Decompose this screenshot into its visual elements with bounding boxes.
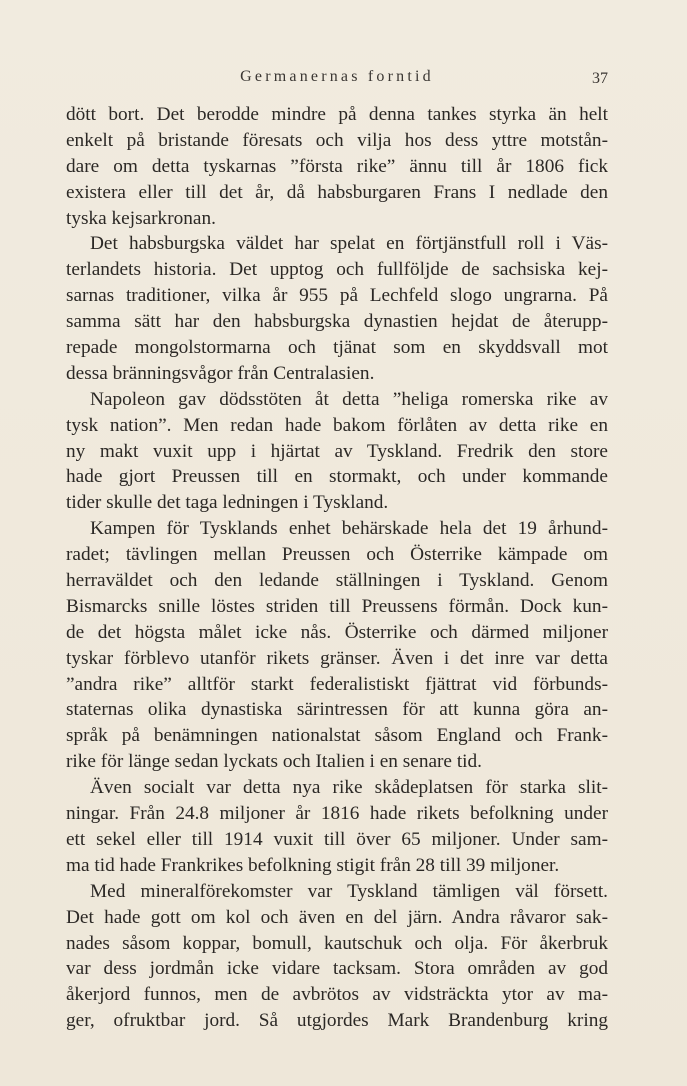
text-line: rike för länge sedan lyckats och Italien i en senare tid. <box>66 751 482 773</box>
text-line: Det habsburgska väldet har spelat en förtjänstfull roll i Väs- <box>90 233 608 255</box>
text-line: herraväldet och den ledande ställningen i Tyskland. Genom <box>66 570 608 592</box>
text-line: Även socialt var detta nya rike skådeplatsen för starka slit- <box>90 777 608 799</box>
text-line: Napoleon gav dödsstöten åt detta ”heliga romerska rike av <box>90 388 608 410</box>
text-line: radet; tävlingen mellan Preussen och Österrike kämpade om <box>66 544 608 566</box>
text-line: samma sätt har den habsburgska dynastien hejdat de återupp- <box>66 311 608 333</box>
text-line: nades såsom koppar, bomull, kautschuk och olja. För åkerbruk <box>66 932 608 954</box>
text-line: Med mineralförekomster var Tyskland tämligen väl försett. <box>90 880 608 902</box>
text-line: åkerjord funnos, men de avbrötos av vidsträckta ytor av ma- <box>66 984 608 1006</box>
text-line: var dess jordmån icke vidare tacksam. Stora områden av god <box>66 958 608 980</box>
text-line: Det hade gott om kol och även en del järn. Andra råvaror sak- <box>66 906 608 928</box>
body-text <box>66 102 608 1034</box>
text-line: ett sekel eller till 1914 vuxit till över 65 miljoner. Under sam- <box>66 828 608 850</box>
text-line: dessa bränningsvågor från Centralasien. <box>66 362 375 384</box>
text-line: enkelt på bristande föresats och vilja hos dess yttre motstån- <box>66 129 608 151</box>
text-line: staternas olika dynastiska särintressen för att kunna göra an- <box>66 699 608 721</box>
text-line: Kampen för Tysklands enhet behärskade hela det 19 århund- <box>90 518 608 540</box>
text-line: tider skulle det taga ledningen i Tyskland. <box>66 492 389 514</box>
text-line: tyskar förblevo utanför rikets gränser. Även i det inre var detta <box>66 647 608 669</box>
page-header <box>66 68 608 92</box>
text-line: tysk nation”. Men redan hade bakom förlåten av detta rike en <box>66 414 608 436</box>
text-line: terlandets historia. Det upptog och fullföljde de sachsiska kej- <box>66 259 608 281</box>
text-line: repade mongolstormarna och tjänat som en skyddsvall mot <box>66 337 608 359</box>
text-line: de det högsta målet icke nås. Österrike och därmed miljoner <box>66 621 608 643</box>
text-line: språk på benämningen nationalstat såsom England och Frank- <box>66 725 608 747</box>
page-number: 37 <box>592 70 608 87</box>
text-line: ger, ofruktbar jord. Så utgjordes Mark Brandenburg kring <box>66 1010 608 1032</box>
text-line: existera eller till det år, då habsburgaren Frans I nedlade den <box>66 181 608 203</box>
text-line: ma tid hade Frankrikes befolkning stigit från 28 till 39 miljoner. <box>66 854 560 876</box>
text-line: ny makt vuxit upp i hjärtat av Tyskland. Fredrik den store <box>66 440 608 462</box>
text-line: ”andra rike” alltför starkt federalistiskt fjättrat vid förbunds- <box>66 673 608 695</box>
text-line: hade gjort Preussen till en stormakt, och under kommande <box>66 466 608 488</box>
text-line: sarnas traditioner, vilka år 955 på Lechfeld slogo ungrarna. På <box>66 285 608 307</box>
text-line: dare om detta tyskarnas ”första rike” ännu till år 1806 fick <box>66 155 608 177</box>
text-line: tyska kejsarkronan. <box>66 207 216 229</box>
text-line: dött bort. Det berodde mindre på denna tankes styrka än helt <box>66 104 608 125</box>
text-line: Bismarcks snille löstes striden till Preussens förmån. Dock kun- <box>66 595 608 617</box>
text-line: ningar. Från 24.8 miljoner år 1816 hade rikets befolkning under <box>66 803 608 825</box>
running-title: Germanernas forntid <box>240 68 434 85</box>
